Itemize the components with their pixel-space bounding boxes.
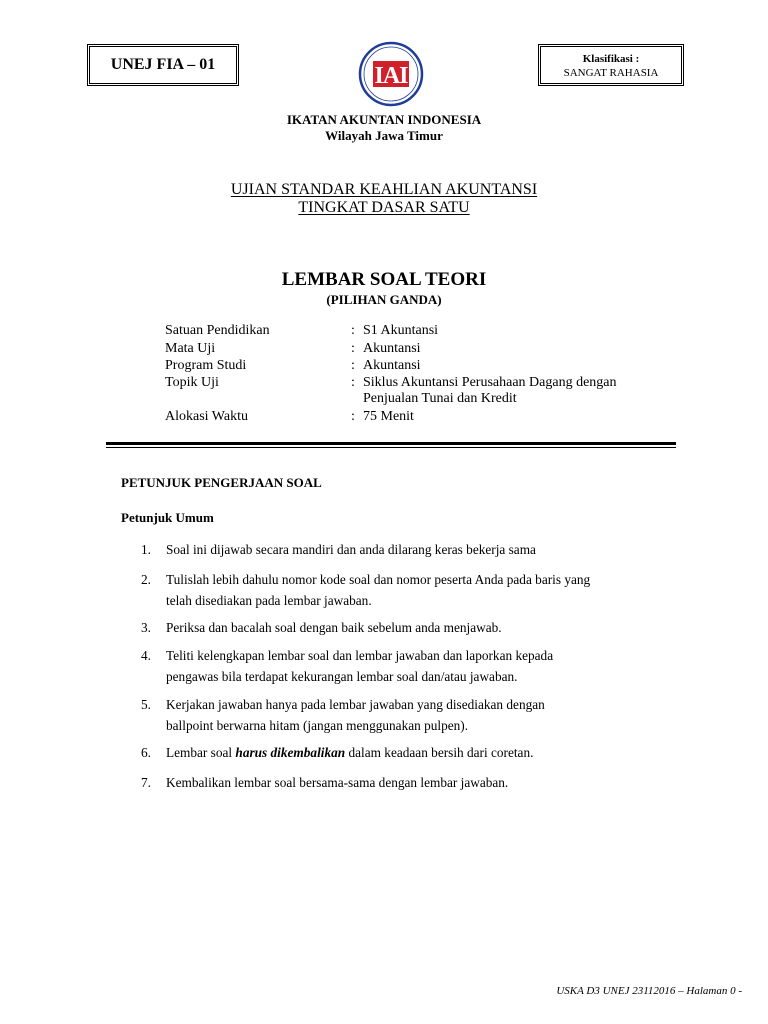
svg-text:IAI: IAI [374,63,408,89]
page-footer: USKA D3 UNEJ 23112016 – Halaman 0 - [556,985,742,997]
info-colon: : [351,341,355,356]
list-number: 5. [141,697,151,712]
list-text: Kerjakan jawaban hanya pada lembar jawaban yang disediakan dengan ballpoint berwarna hitam (jangan menggunakan pulpen). [166,697,545,733]
emphasis-text: harus dikembalikan [235,745,346,760]
info-label: Program Studi [165,358,247,373]
list-number: 6. [141,745,151,760]
list-text: Kembalikan lembar soal bersama-sama dengan lembar jawaban. [166,775,509,790]
info-label: Mata Uji [165,341,216,356]
list-number: 7. [141,775,151,790]
document-code-box [87,44,239,86]
list-number: 3. [141,620,151,635]
list-text: Lembar soal harus dikembalikan dalam keadaan bersih dari coretan. [166,745,534,760]
list-number: 4. [141,648,151,663]
organization [0,112,768,144]
info-value-line2: Penjualan Tunai dan Kredit [363,391,517,406]
info-value: Akuntansi [363,358,421,373]
list-text: Periksa dan bacalah soal dengan baik sebelum anda menjawab. [166,620,502,635]
document-code: UNEJ FIA – 01 [110,56,216,73]
instructions-heading: PETUNJUK PENGERJAAN SOAL [121,475,322,490]
info-value [363,375,663,407]
instructions-subheading: Petunjuk Umum [121,510,214,525]
info-colon: : [351,358,355,373]
organization-name: IKATAN AKUNTAN INDONESIA [286,112,482,127]
exam-title-line2: TINGKAT DASAR SATU [298,199,470,216]
exam-title [0,181,768,217]
classification-label: Klasifikasi : [582,53,640,65]
info-value: 75 Menit [363,409,414,424]
list-text: Soal ini dijawab secara mandiri dan anda dilarang keras bekerja sama [166,542,536,557]
info-label: Topik Uji [165,375,219,390]
iai-logo [358,41,424,107]
info-value: S1 Akuntansi [363,323,439,338]
list-number: 2. [141,572,151,587]
info-colon: : [351,323,355,338]
list-number: 1. [141,542,151,557]
info-colon: : [351,409,355,424]
double-divider [106,442,676,448]
organization-region: Wilayah Jawa Timur [325,128,443,143]
classification-box [538,44,684,86]
list-text: Teliti kelengkapan lembar soal dan lembar jawaban dan laporkan kepada pengawas bila terdapat kekurangan lembar soal dan/atau jawaban. [166,648,554,684]
sheet-subtitle: (PILIHAN GANDA) [326,292,442,307]
info-value-line1: Siklus Akuntansi Perusahaan Dagang dengan [363,375,617,390]
info-label: Satuan Pendidikan [165,323,270,338]
list-text: Tulislah lebih dahulu nomor kode soal dan nomor peserta Anda pada baris yang telah disediakan pada lembar jawaban. [166,572,591,608]
exam-title-line1: UJIAN STANDAR KEAHLIAN AKUNTANSI [230,181,538,198]
info-colon: : [351,375,355,390]
sheet-title: LEMBAR SOAL TEORI [281,269,487,290]
info-label: Alokasi Waktu [165,409,248,424]
info-value: Akuntansi [363,341,421,356]
classification-value: SANGAT RAHASIA [563,67,659,79]
